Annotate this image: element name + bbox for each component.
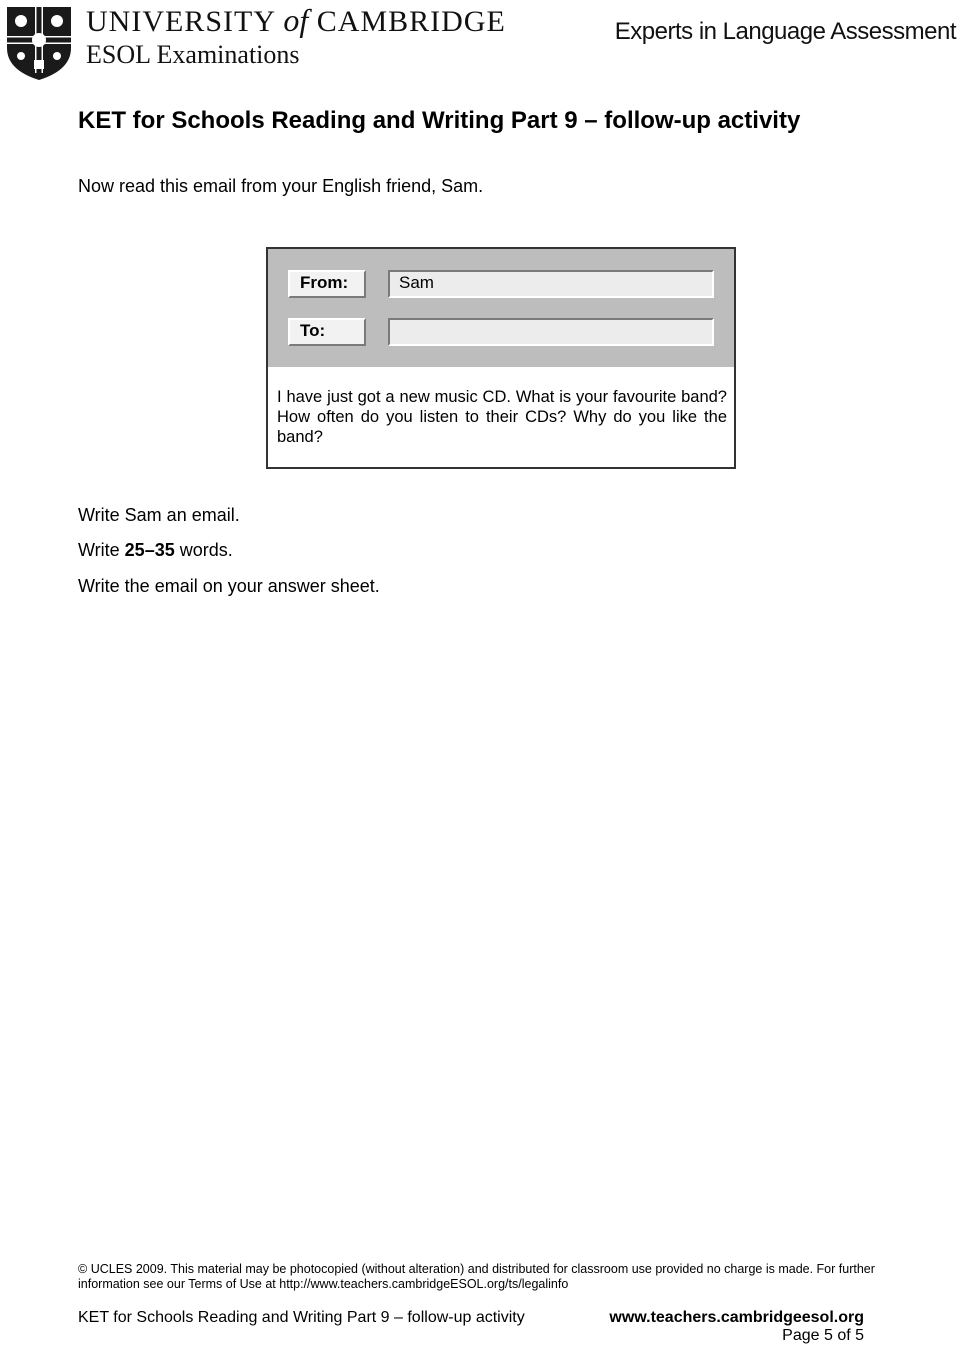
intro-text: Now read this email from your English friend, Sam.	[78, 176, 484, 196]
to-label: To:	[288, 318, 366, 346]
to-field	[388, 318, 714, 346]
footer-website: www.teachers.cambridgeesol.org	[609, 1309, 864, 1326]
email-body: I have just got a new music CD. What is your favourite band? How often do you listen to their CDs? Why do you like the band?	[277, 388, 727, 446]
from-field: Sam	[388, 270, 714, 298]
instruction-line-1: Write Sam an email.	[78, 505, 240, 525]
cambridge-crest-logo	[4, 4, 74, 82]
copyright-icon: ©	[78, 1262, 88, 1276]
instruction-line-2: Write 25–35 words.	[78, 540, 233, 560]
division-name: ESOL Examinations	[86, 40, 300, 69]
tagline: Experts in Language Assessment	[614, 18, 956, 45]
copyright-notice: © UCLES 2009. This material may be photocopied (without alteration) and distributed for classroom use provided no charge is made. For further information see our Terms of Use at http://www.teachers.cambridgeESOL.org/ts/legalinfo	[78, 1262, 875, 1291]
page-title: KET for Schools Reading and Writing Part 9 – follow-up activity	[78, 107, 801, 134]
footer-doc-title: KET for Schools Reading and Writing Part 9 – follow-up activity	[78, 1309, 525, 1326]
page-number: Page 5 of 5	[782, 1327, 864, 1344]
word-count: 25–35	[124, 540, 175, 560]
instruction-line-3: Write the email on your answer sheet.	[78, 576, 380, 596]
email-header	[268, 249, 734, 367]
from-label: From:	[288, 270, 366, 298]
email-box	[266, 247, 736, 469]
university-wordmark: UNIVERSITY of CAMBRIDGE	[86, 2, 506, 38]
